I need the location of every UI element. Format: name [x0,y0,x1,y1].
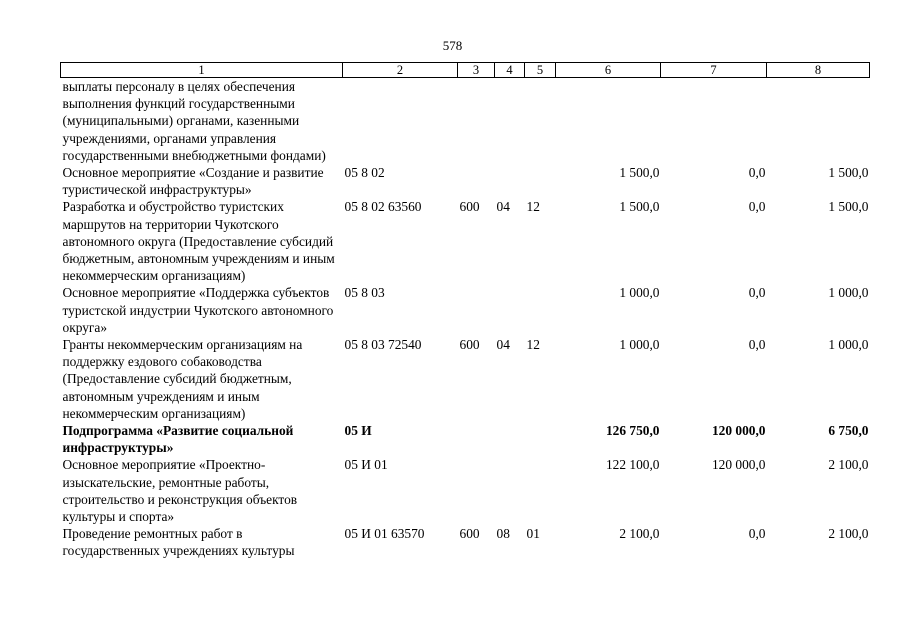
header-col-7: 7 [661,63,767,78]
row-total: 126 750,0 [605,423,660,439]
row-pr [525,284,556,336]
row-col8: 6 750,0 [828,423,869,439]
row-pr: 12 [526,199,540,215]
row-rz [495,284,525,336]
row-col8: 1 000,0 [828,337,869,353]
page-number: 578 [442,38,463,53]
row-name: Подпрограмма «Развитие социальной инфраструктуры» [62,423,294,456]
row-pr [525,456,556,525]
table-row [61,456,870,525]
row-name: Основное мероприятие «Поддержка субъектов туристской индустрии Чукотского автономного округа» [62,285,334,335]
row-total: 1 500,0 [619,165,660,181]
row-code: 05 8 03 72540 [344,337,422,353]
row-rz [495,78,525,165]
row-col8: 2 100,0 [828,457,869,473]
table-row [61,336,870,422]
row-rz: 04 [496,199,510,215]
header-col-6: 6 [556,63,661,78]
row-col8: 1 500,0 [828,165,869,181]
row-pr: 01 [526,526,540,542]
row-rz [495,164,525,198]
budget-table [60,62,870,560]
table-row [61,198,870,284]
row-vr: 600 [459,199,480,215]
row-name: Основное мероприятие «Проектно-изыскательские, ремонтные работы, строительство и реконструкция объектов культуры и спорта» [62,457,298,525]
row-col8: 1 000,0 [828,285,869,301]
row-vr [458,284,495,336]
row-code: 05 И 01 [344,457,388,473]
row-pr [525,164,556,198]
row-name: выплаты персоналу в целях обеспечения выполнения функций государственными (муниципальными) органами, казенными учреждениями, органами управления государственными внебюджетными фондами) [62,79,326,163]
table-row [61,78,870,165]
row-col7: 0,0 [748,165,766,181]
row-col7: 120 000,0 [711,457,766,473]
row-total: 1 000,0 [619,337,660,353]
row-rz [495,456,525,525]
row-code [343,78,458,165]
row-total [556,78,661,165]
row-col7: 0,0 [748,199,766,215]
row-total: 122 100,0 [605,457,660,473]
row-col7: 0,0 [748,337,766,353]
row-name: Основное мероприятие «Создание и развитие туристической инфраструктуры» [62,165,324,198]
header-col-2: 2 [343,63,458,78]
row-name: Разработка и обустройство туристских маршрутов на территории Чукотского автономного округа (Предоставление субсидий бюджетным, автономным учреждениям и иным некоммерческим организациям) [62,199,335,284]
row-pr [525,78,556,165]
header-col-5: 5 [525,63,556,78]
row-code: 05 И 01 63570 [344,526,425,542]
header-col-4: 4 [495,63,525,78]
row-col7: 120 000,0 [711,423,766,439]
row-vr [458,164,495,198]
row-total: 1 000,0 [619,285,660,301]
header-col-8: 8 [767,63,870,78]
row-vr: 600 [459,526,480,542]
row-col7: 0,0 [748,526,766,542]
table-header-row [61,63,870,78]
row-pr: 12 [526,337,540,353]
row-col7 [661,78,767,165]
row-total: 2 100,0 [619,526,660,542]
row-name: Проведение ремонтных работ в государственных учреждениях культуры [62,526,295,559]
table-row [61,284,870,336]
row-pr [525,422,556,456]
row-col8: 1 500,0 [828,199,869,215]
row-rz: 08 [496,526,510,542]
row-col8 [767,78,870,165]
table-row [61,422,870,456]
header-col-1: 1 [61,63,343,78]
table-body [61,78,870,560]
row-code: 05 8 02 [344,165,385,181]
row-vr [458,422,495,456]
row-col7: 0,0 [748,285,766,301]
row-code: 05 И [344,423,372,439]
table-row [61,164,870,198]
row-vr [458,78,495,165]
row-total: 1 500,0 [619,199,660,215]
row-rz: 04 [496,337,510,353]
row-code: 05 8 02 63560 [344,199,422,215]
row-code: 05 8 03 [344,285,385,301]
header-col-3: 3 [458,63,495,78]
row-rz [495,422,525,456]
table-row [61,525,870,559]
row-vr: 600 [459,337,480,353]
row-col8: 2 100,0 [828,526,869,542]
row-vr [458,456,495,525]
row-name: Гранты некоммерческим организациям на поддержку ездового собаководства (Предоставление субсидий бюджетным, автономным учреждениям и иным некоммерческим организациям) [62,337,303,421]
